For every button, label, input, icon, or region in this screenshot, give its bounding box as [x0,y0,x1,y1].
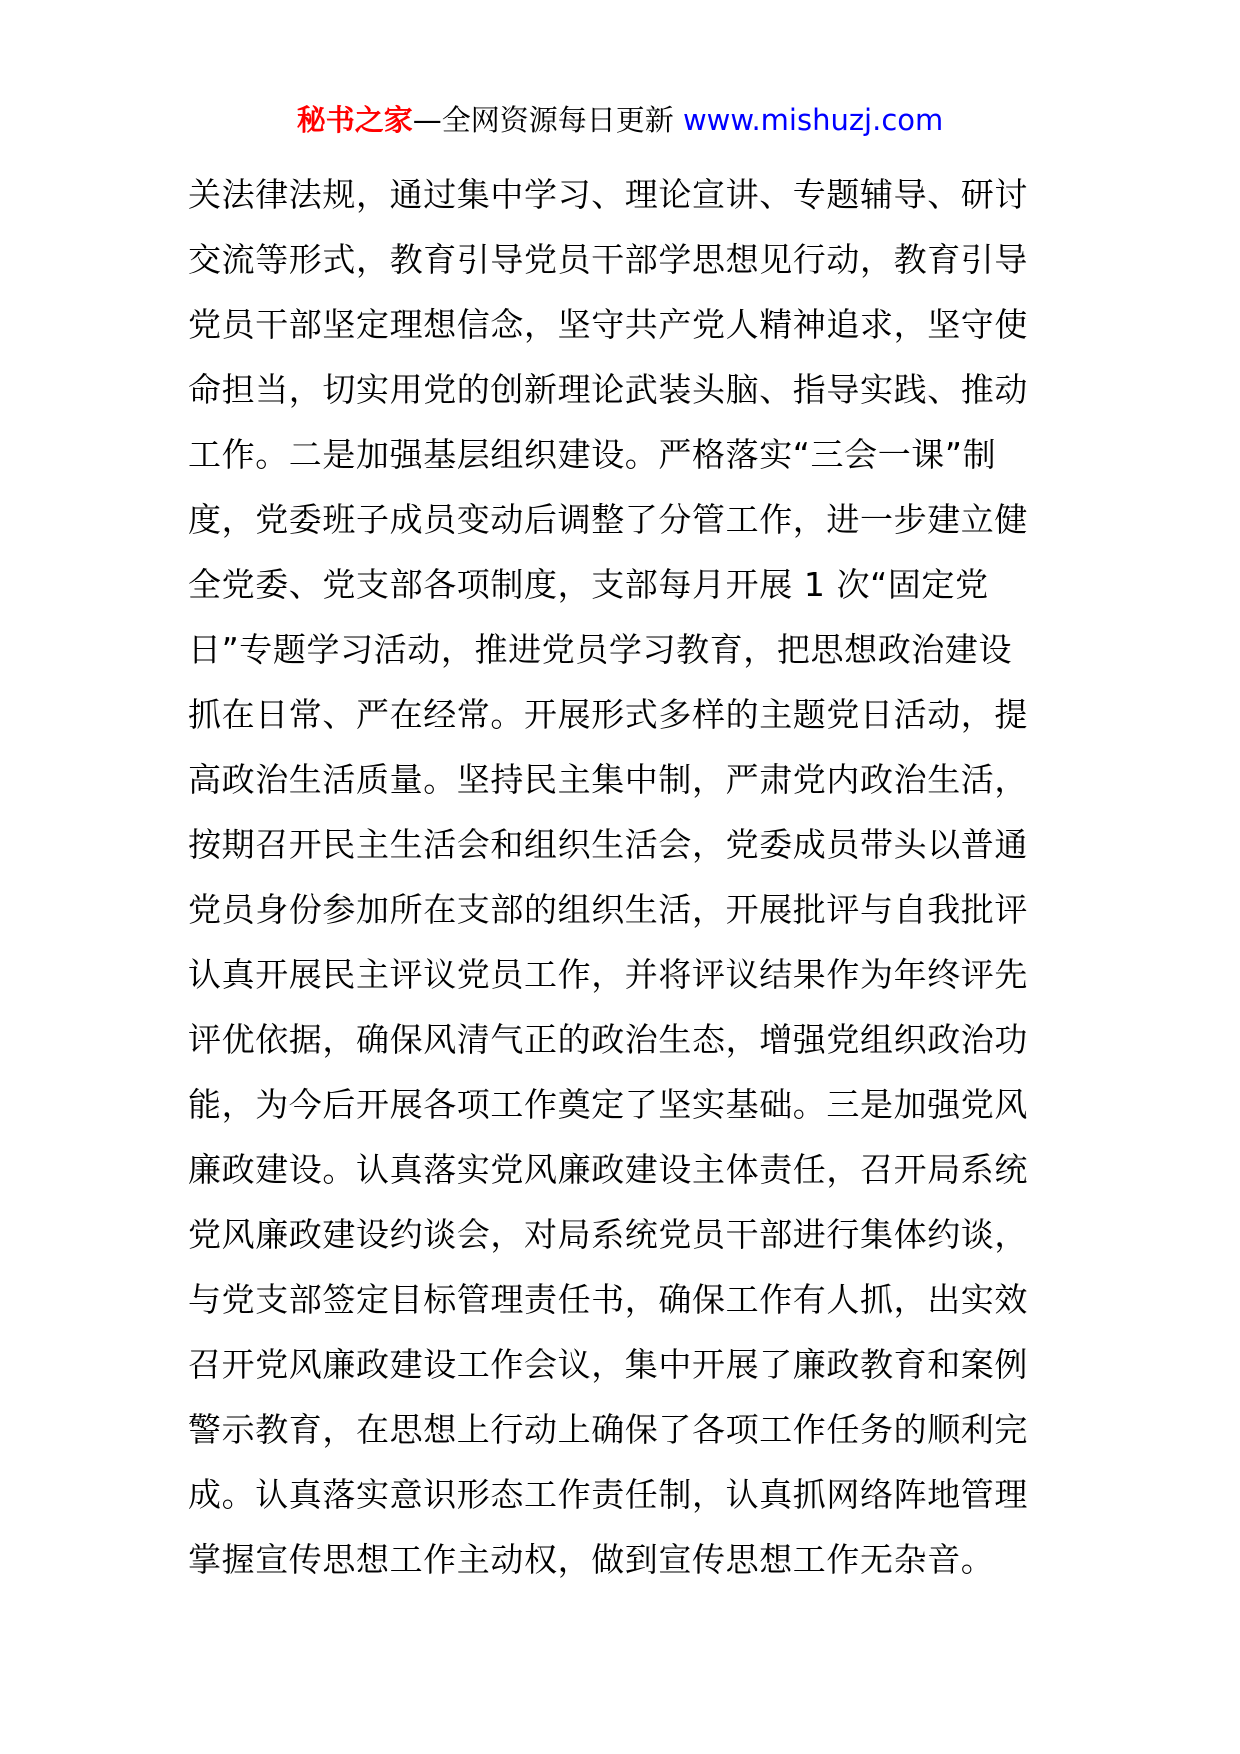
text-line: 能，为今后开展各项工作奠定了坚实基础。三是加强党风 [188,1085,1028,1124]
text-line: 抓在日常、严在经常。开展形式多样的主题党日活动，提 [188,695,1028,734]
text-line: 评优依据，确保风清气正的政治生态，增强党组织政治功 [188,1020,1028,1059]
text-line: 命担当，切实用党的创新理论武装头脑、指导实践、推动 [188,370,1028,409]
header-url-link[interactable]: www.mishuzj.com [682,103,944,137]
text-line: 党风廉政建设约谈会，对局系统党员干部进行集体约谈， [188,1215,1028,1254]
text-line: 关法律法规，通过集中学习、理论宣讲、专题辅导、研讨 [188,175,1028,214]
text-line: 掌握宣传思想工作主动权，做到宣传思想工作无杂音。 [188,1540,995,1579]
text-line: 成。认真落实意识形态工作责任制，认真抓网络阵地管理 [188,1475,1028,1514]
text-line: 警示教育，在思想上行动上确保了各项工作任务的顺利完 [188,1410,1028,1449]
text-line: 按期召开民主生活会和组织生活会，党委成员带头以普通 [188,825,1028,864]
text-line: 高政治生活质量。坚持民主集中制，严肃党内政治生活， [188,760,1028,799]
text-line: 召开党风廉政建设工作会议，集中开展了廉政教育和案例 [188,1345,1028,1384]
page-header [0,100,1240,140]
text-line: 日”专题学习活动，推进党员学习教育，把思想政治建设 [188,630,1013,669]
header-tagline: —全网资源每日更新 [412,103,683,137]
text-line: 党员身份参加所在支部的组织生活，开展批评与自我批评 [188,890,1028,929]
header-brand: 秘书之家 [296,103,413,137]
text-line: 认真开展民主评议党员工作，并将评议结果作为年终评先 [188,955,1028,994]
text-line: 党员干部坚定理想信念，坚守共产党人精神追求，坚守使 [188,305,1028,344]
body-text [188,162,1068,1592]
text-line: 工作。二是加强基层组织建设。严格落实“三会一课”制 [188,435,997,474]
text-line: 全党委、党支部各项制度，支部每月开展 1 次“固定党 [188,565,989,604]
text-line: 与党支部签定目标管理责任书，确保工作有人抓，出实效 [188,1280,1028,1319]
text-line: 交流等形式，教育引导党员干部学思想见行动，教育引导 [188,240,1028,279]
text-line: 度，党委班子成员变动后调整了分管工作，进一步建立健 [188,500,1028,539]
text-line: 廉政建设。认真落实党风廉政建设主体责任，召开局系统 [188,1150,1028,1189]
